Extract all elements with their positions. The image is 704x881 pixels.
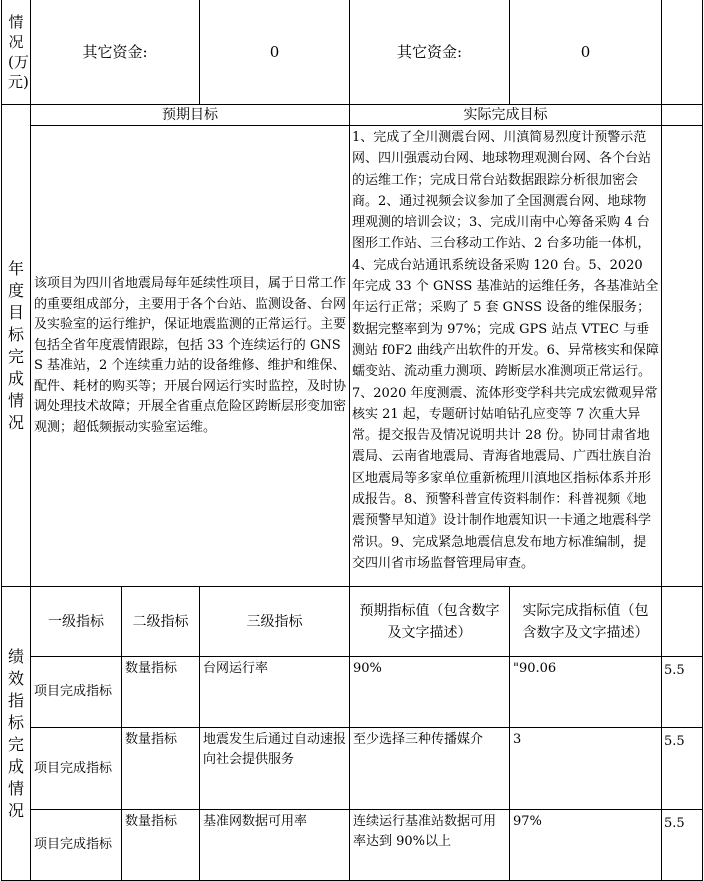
table-row-1-level2: 数量指标: [121, 656, 200, 728]
table-row-2-planned: 至少选择三种传播媒介: [349, 727, 510, 810]
table-row-2-level3: 地震发生后通过自动速报向社会提供服务: [199, 727, 350, 810]
header-planned: 预期指标值（包含数字及文字描述）: [349, 586, 510, 657]
actual-goals-text: 1、完成了全川测震台网、川滇简易烈度计预警示范网、四川强震动台网、地球物理观测台网、各个台站的运维工作；完成日常台站数据跟踪分析很加密会商。2、通过视频会议参加了全国测震台网、地球物理观测的培训会议；3、完成川南中心筹备采购 4 台图形工作站、三台移动工作站、2 台多功能一体机，4、完成台站通讯系统设备采购 120 台。5、2020 年完成 33 个 GNSS 基准站的运维任务，各基准站全年运行正常；采购了 5 套 GNSS 设备的维保服务；数据完整率到为 97%；完成 GPS 站点 VTEC 与垂测站 f0F2 曲线产出软件的开发。6、异常核实和保障蠕变站、流动重力测项、跨断层水准测项正常运行。7、2020 年度测震、流体形变学科共完成宏微观异常核实 21 起，专题研讨姑咱钻孔应变等 7 次重大异常。提交报告及情况说明共计 28 份。协同甘肃省地震局、云南省地震局、青海省地震局、广西壮族自治区地震局等多家单位重新梳理川滇地区指标体系并形成报告。8、预警科普宣传资料制作：科普视频《地震预警早知道》设计制作地震知识一卡通之地震科学常识。9、完成紧急地震信息发布地方标准编制，提交四川省市场监督管理局审查。: [352, 130, 659, 571]
header-score-blank: [661, 586, 703, 657]
funding-side-label: 情况(万元): [1, 0, 31, 105]
table-row-3-planned: 连续运行基准站数据可用率达到 90%以上: [349, 809, 510, 881]
table-row-1-score: 5.5: [661, 656, 703, 728]
table-row-2-level2: 数量指标: [121, 727, 200, 810]
actual-goals-cell: [349, 125, 662, 587]
performance-side-label: 绩效指标完成情况: [1, 586, 31, 881]
table-row-2-level1: 项目完成指标: [30, 727, 122, 810]
table-row-1-actual: "90.06: [509, 656, 662, 728]
planned-goals-text: 该项目为四川省地震局每年延续性项目，属于日常工作的重要组成部分，主要用于各个台站、监测设备、台网及实验室的运行维护，保证地震监测的正常运行。主要包括全省年度震情跟踪，包括 33 个连续运行的 GNSS 基准站，2 个连续重力站的设备维修、维护和维保、配件、耗材的购买等；开展台网运行实时监控，及时协调处理技术故障；开展全省重点危险区跨断层形变加密观测；超低频振动实验室运维。: [34, 276, 347, 435]
header-actual: 实际完成指标值（包含数字及文字描述）: [509, 586, 662, 657]
actual-goals-header: 实际完成目标: [349, 104, 662, 126]
header-level2: 二级指标: [121, 586, 200, 657]
other-funds-label-planned: 其它资金:: [30, 0, 200, 105]
table-row-3-actual: 97%: [509, 809, 662, 881]
table-row-1-level1: 项目完成指标: [30, 656, 122, 728]
table-row-3-level1: 项目完成指标: [30, 809, 122, 881]
other-funds-value-planned: 0: [199, 0, 350, 105]
goals-blank-cell: [661, 125, 703, 587]
header-level3: 三级指标: [199, 586, 350, 657]
annual-goals-side-label: 年度目标完成情况: [1, 104, 31, 587]
table-row-2-score: 5.5: [661, 727, 703, 810]
planned-goals-cell: [30, 125, 350, 587]
table-row-3-level2: 数量指标: [121, 809, 200, 881]
table-row-1-level3: 台网运行率: [199, 656, 350, 728]
table-row-1-planned: 90%: [349, 656, 510, 728]
funding-blank-cell: [661, 0, 703, 105]
other-funds-label-actual: 其它资金:: [349, 0, 510, 105]
header-level1: 一级指标: [30, 586, 122, 657]
table-row-3-level3: 基准网数据可用率: [199, 809, 350, 881]
table-row-3-score: 5.5: [661, 809, 703, 881]
planned-goals-header: 预期目标: [30, 104, 350, 126]
goals-header-blank: [661, 104, 703, 126]
other-funds-value-actual: 0: [509, 0, 662, 105]
table-row-2-actual: 3: [509, 727, 662, 810]
